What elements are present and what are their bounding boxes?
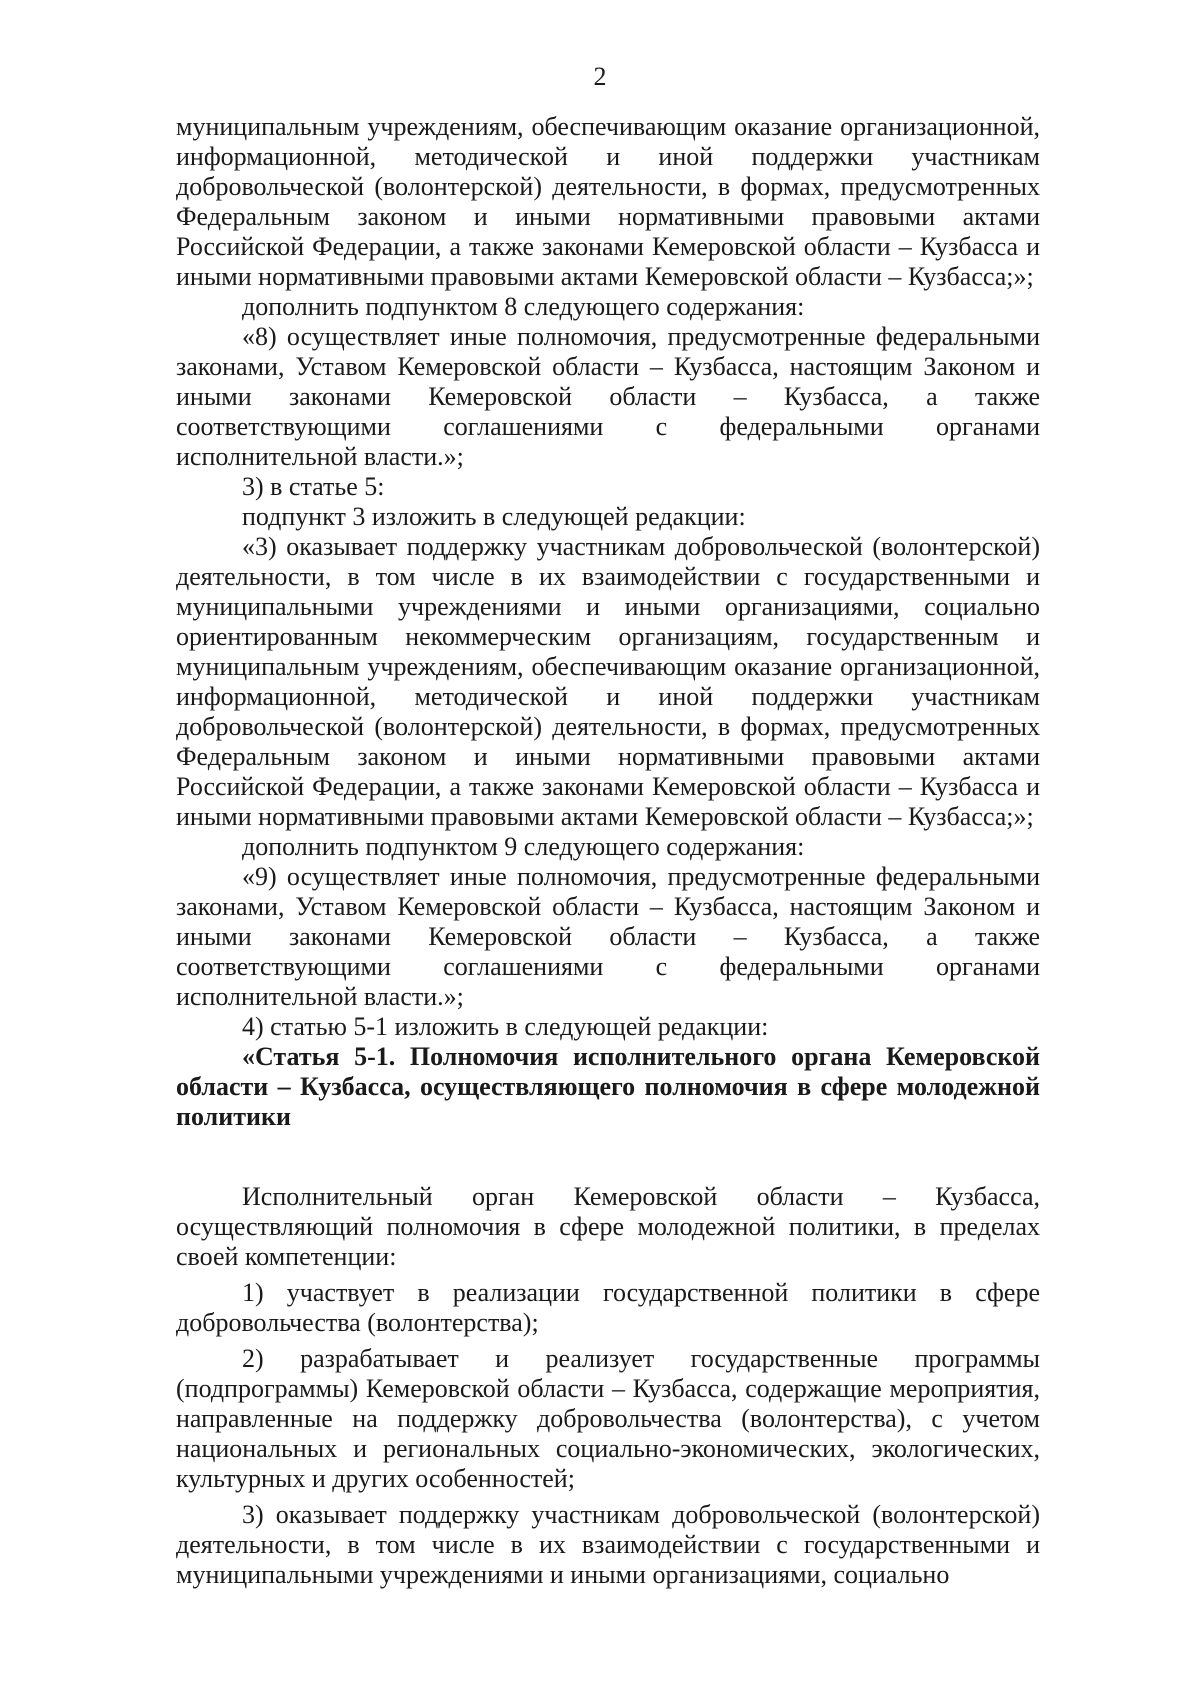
paragraph-subitem-8: «8) осуществляет иные полномочия, предусмотренные федеральными законами, Уставом Кемеровской области – Кузбасса, настоящим Законом и иными законами Кемеровской области – Кузбасса, а также соответствующими соглашениями с федеральными органами исполнительной власти.»; [176,322,1040,471]
list-item-3: 3) оказывает поддержку участникам добровольческой (волонтерской) деятельности, в том числе в их взаимодействии с государственными и муниципальными учреждениями и иными организациями, социально [176,1500,1040,1589]
paragraph-article-intro: Исполнительный орган Кемеровской области – Кузбасса, осуществляющий полномочия в сфере молодежной политики, в пределах своей компетенции: [176,1182,1040,1271]
paragraph-article-5-heading: 3) в статье 5: [242,472,385,501]
list-item-1: 1) участвует в реализации государственной политики в сфере добровольчества (волонтерства); [176,1278,1040,1337]
section-gap [176,1132,1040,1182]
paragraph-subitem-9: «9) осуществляет иные полномочия, предусмотренные федеральными законами, Уставом Кемеровской области – Кузбасса, настоящим Законом и иными законами Кемеровской области – Кузбасса, а также соответствующими соглашениями с федеральными органами исполнительной власти.»; [176,862,1040,1011]
list-item-2: 2) разрабатывает и реализует государственные программы (подпрограммы) Кемеровской области – Кузбасса, содержащие мероприятия, направленные на поддержку добровольчества (волонтерства), с учетом национальных и региональных социально-экономических, экологических, культурных и других особенностей; [176,1344,1040,1493]
paragraph-amendment-instruction: дополнить подпунктом 8 следующего содержания: [242,292,805,321]
page-number: 2 [593,62,607,91]
paragraph-amendment-instruction: дополнить подпунктом 9 следующего содержания: [242,832,805,861]
paragraph-article-5-1-instruction: 4) статью 5-1 изложить в следующей редакции: [242,1012,769,1041]
document-body [176,112,1040,1590]
article-5-1-heading: «Статья 5-1. Полномочия исполнительного органа Кемеровской области – Кузбасса, осуществляющего полномочия в сфере молодежной политики [176,1042,1040,1131]
paragraph-continuation: муниципальным учреждениям, обеспечивающим оказание организационной, информационной, методической и иной поддержки участникам добровольческой (волонтерской) деятельности, в формах, предусмотренных Федеральным законом и иными нормативными правовыми актами Российской Федерации, а также законами Кемеровской области – Кузбасса и иными нормативными правовыми актами Кемеровской области – Кузбасса;»; [176,112,1040,291]
paragraph-amendment-instruction: подпункт 3 изложить в следующей редакции: [242,502,746,531]
paragraph-subitem-3: «3) оказывает поддержку участникам добровольческой (волонтерской) деятельности, в том числе в их взаимодействии с государственными и муниципальными учреждениями и иными организациями, социально ориентированным некоммерческим организациям, государственным и муниципальным учреждениям, обеспечивающим оказание организационной, информационной, методической и иной поддержки участникам добровольческой (волонтерской) деятельности, в формах, предусмотренных Федеральным законом и иными нормативными правовыми актами Российской Федерации, а также законами Кемеровской области – Кузбасса и иными нормативными правовыми актами Кемеровской области – Кузбасса;»; [176,532,1040,831]
